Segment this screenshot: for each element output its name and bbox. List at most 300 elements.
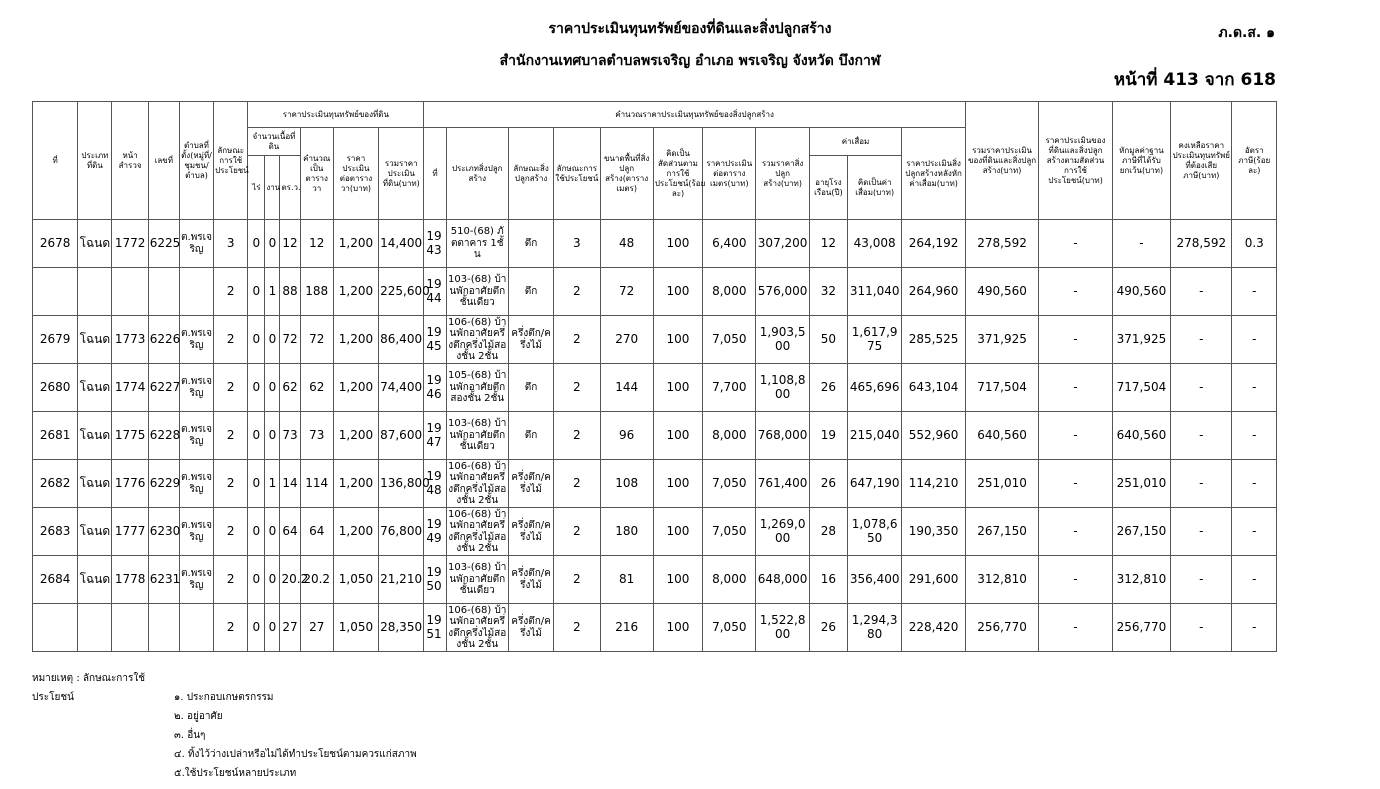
cell-usage-pct: 100 bbox=[653, 460, 702, 508]
cell-bldg-area: 48 bbox=[600, 220, 653, 268]
cell-taxable: - bbox=[1171, 268, 1232, 316]
cell-bldg-type: 510-(68) ภัตตาคาร 1ชั้น bbox=[446, 220, 508, 268]
cell-age: 50 bbox=[809, 316, 847, 364]
cell-usage-pct: 100 bbox=[653, 268, 702, 316]
cell-proportional: - bbox=[1039, 268, 1112, 316]
cell-bldg-total: 1,108,800 bbox=[756, 364, 809, 412]
cell-taxable: - bbox=[1171, 316, 1232, 364]
cell-bldg-usage: 3 bbox=[554, 220, 600, 268]
cell-bldg-net: 552,960 bbox=[902, 412, 965, 460]
cell-doc-no bbox=[148, 268, 179, 316]
cell-doc-no: 6228 bbox=[148, 412, 179, 460]
col-calc-sqwa: คำนวณเป็นตารางวา bbox=[300, 128, 333, 220]
cell-location: ต.พรเจริญ bbox=[179, 508, 213, 556]
cell-depr-amount: 465,696 bbox=[848, 364, 902, 412]
cell-rai: 0 bbox=[248, 556, 265, 604]
cell-price-per-sqm: 7,050 bbox=[703, 604, 756, 652]
cell-sqwa: 72 bbox=[280, 316, 300, 364]
cell-depr-amount: 311,040 bbox=[848, 268, 902, 316]
table-row bbox=[33, 460, 1277, 508]
cell-ngan: 0 bbox=[265, 316, 280, 364]
cell-land-total: 14,400 bbox=[379, 220, 424, 268]
cell-location bbox=[179, 268, 213, 316]
cell-tax-rate: - bbox=[1232, 604, 1277, 652]
cell-bldg-type: 103-(68) บ้านพักอาศัยตึกชั้นเดียว bbox=[446, 268, 508, 316]
cell-usage: 3 bbox=[214, 220, 248, 268]
cell-land-type: โฉนด bbox=[78, 556, 112, 604]
cell-bldg-no: 1944 bbox=[424, 268, 446, 316]
group-land-valuation: ราคาประเมินทุนทรัพย์ของที่ดิน bbox=[248, 102, 424, 128]
cell-survey-page: 1772 bbox=[112, 220, 148, 268]
cell-land-type: โฉนด bbox=[78, 316, 112, 364]
cell-doc-no: 6226 bbox=[148, 316, 179, 364]
cell-bldg-usage: 2 bbox=[554, 268, 600, 316]
cell-sqwa: 20.2 bbox=[280, 556, 300, 604]
cell-taxable: - bbox=[1171, 604, 1232, 652]
cell-usage-pct: 100 bbox=[653, 220, 702, 268]
cell-proportional: - bbox=[1039, 460, 1112, 508]
cell-bldg-type: 106-(68) บ้านพักอาศัยครึ่งตึกครึ่งไม้สองชั้น 2ชั้น bbox=[446, 604, 508, 652]
note-item: ๑. ประกอบเกษตรกรรม bbox=[174, 692, 274, 703]
assessment-table bbox=[32, 101, 1277, 652]
cell-land-total: 87,600 bbox=[379, 412, 424, 460]
cell-exemption: 640,560 bbox=[1112, 412, 1170, 460]
cell-price-per-sqm: 6,400 bbox=[703, 220, 756, 268]
cell-sqwa: 64 bbox=[280, 508, 300, 556]
cell-land-total: 86,400 bbox=[379, 316, 424, 364]
col-ngan: งาน bbox=[265, 156, 280, 220]
cell-grand-total: 251,010 bbox=[965, 460, 1038, 508]
cell-price-per-sqm: 7,050 bbox=[703, 460, 756, 508]
col-location: ตำบลที่ตั้ง(หมู่ที่/ชุมชน/ตำบล) bbox=[179, 102, 213, 220]
cell-rai: 0 bbox=[248, 604, 265, 652]
cell-exemption: 490,560 bbox=[1112, 268, 1170, 316]
cell-bldg-style: ครึ่งตึก/ครึ่งไม้ bbox=[508, 508, 553, 556]
cell-survey-page: 1773 bbox=[112, 316, 148, 364]
cell-location: ต.พรเจริญ bbox=[179, 220, 213, 268]
document-subtitle: สำนักงานเทศบาลตำบลพรเจริญ อำเภอ พรเจริญ จังหวัด บึงกาฬ bbox=[499, 53, 881, 69]
cell-ngan: 0 bbox=[265, 604, 280, 652]
cell-sqwa: 73 bbox=[280, 412, 300, 460]
cell-depr-amount: 43,008 bbox=[848, 220, 902, 268]
cell-bldg-net: 114,210 bbox=[902, 460, 965, 508]
col-bldg-area: ขนาดพื้นที่สิ่งปลูกสร้าง(ตารางเมตร) bbox=[600, 128, 653, 220]
cell-location: ต.พรเจริญ bbox=[179, 460, 213, 508]
table-row bbox=[33, 364, 1277, 412]
cell-grand-total: 717,504 bbox=[965, 364, 1038, 412]
cell-land-type bbox=[78, 604, 112, 652]
cell-bldg-no: 1948 bbox=[424, 460, 446, 508]
cell-bldg-style: ครึ่งตึก/ครึ่งไม้ bbox=[508, 316, 553, 364]
cell-exemption: 371,925 bbox=[1112, 316, 1170, 364]
cell-location: ต.พรเจริญ bbox=[179, 316, 213, 364]
cell-usage: 2 bbox=[214, 316, 248, 364]
cell-land-type: โฉนด bbox=[78, 508, 112, 556]
cell-doc-no: 6229 bbox=[148, 460, 179, 508]
cell-exemption: 312,810 bbox=[1112, 556, 1170, 604]
cell-age: 12 bbox=[809, 220, 847, 268]
cell-bldg-no: 1945 bbox=[424, 316, 446, 364]
cell-bldg-usage: 2 bbox=[554, 604, 600, 652]
cell-bldg-style: ตึก bbox=[508, 412, 553, 460]
cell-sqwa: 12 bbox=[280, 220, 300, 268]
col-bldg-net: ราคาประเมินสิ่งปลูกสร้างหลังหักค่าเสื่อม(บาท) bbox=[902, 128, 965, 220]
cell-bldg-no: 1951 bbox=[424, 604, 446, 652]
table-row bbox=[33, 220, 1277, 268]
cell-grand-total: 278,592 bbox=[965, 220, 1038, 268]
cell-grand-total: 267,150 bbox=[965, 508, 1038, 556]
cell-taxable: - bbox=[1171, 460, 1232, 508]
cell-survey-page: 1777 bbox=[112, 508, 148, 556]
cell-exemption: 256,770 bbox=[1112, 604, 1170, 652]
cell-exemption: - bbox=[1112, 220, 1170, 268]
cell-price-per-sqm: 8,000 bbox=[703, 412, 756, 460]
cell-sqwa: 27 bbox=[280, 604, 300, 652]
group-land-area: จำนวนเนื้อที่ดิน bbox=[248, 128, 300, 156]
cell-age: 26 bbox=[809, 460, 847, 508]
cell-bldg-style: ครึ่งตึก/ครึ่งไม้ bbox=[508, 556, 553, 604]
notes-label: หมายเหตุ : ลักษณะการใช้ประโยชน์ bbox=[32, 673, 146, 703]
cell-ngan: 0 bbox=[265, 412, 280, 460]
cell-bldg-net: 264,960 bbox=[902, 268, 965, 316]
cell-bldg-net: 264,192 bbox=[902, 220, 965, 268]
cell-taxable: - bbox=[1171, 412, 1232, 460]
cell-taxable: - bbox=[1171, 508, 1232, 556]
col-price-per-sqwa: ราคาประเมินต่อตารางวา(บาท) bbox=[333, 128, 378, 220]
cell-price-per-sqwa: 1,200 bbox=[333, 220, 378, 268]
cell-bldg-style: ครึ่งตึก/ครึ่งไม้ bbox=[508, 604, 553, 652]
cell-age: 16 bbox=[809, 556, 847, 604]
cell-price-per-sqwa: 1,050 bbox=[333, 604, 378, 652]
cell-taxable: - bbox=[1171, 556, 1232, 604]
cell-price-per-sqm: 8,000 bbox=[703, 268, 756, 316]
cell-no: 2678 bbox=[33, 220, 78, 268]
cell-bldg-no: 1947 bbox=[424, 412, 446, 460]
cell-doc-no: 6225 bbox=[148, 220, 179, 268]
col-bldg-no: ที่ bbox=[424, 128, 446, 220]
cell-usage-pct: 100 bbox=[653, 364, 702, 412]
cell-bldg-total: 648,000 bbox=[756, 556, 809, 604]
cell-bldg-style: ตึก bbox=[508, 268, 553, 316]
cell-usage-pct: 100 bbox=[653, 604, 702, 652]
cell-depr-amount: 647,190 bbox=[848, 460, 902, 508]
cell-bldg-style: ครึ่งตึก/ครึ่งไม้ bbox=[508, 460, 553, 508]
table-row bbox=[33, 316, 1277, 364]
cell-grand-total: 256,770 bbox=[965, 604, 1038, 652]
cell-rai: 0 bbox=[248, 220, 265, 268]
cell-age: 28 bbox=[809, 508, 847, 556]
col-usage: ลักษณะการใช้ประโยชน์ bbox=[214, 102, 248, 220]
cell-calc-sqwa: 188 bbox=[300, 268, 333, 316]
col-land-total: รวมราคาประเมินที่ดิน(บาท) bbox=[379, 128, 424, 220]
cell-price-per-sqm: 7,050 bbox=[703, 316, 756, 364]
col-usage-pct: คิดเป็นสัดส่วนตามการใช้ประโยชน์(ร้อยละ) bbox=[653, 128, 702, 220]
cell-depr-amount: 215,040 bbox=[848, 412, 902, 460]
cell-usage: 2 bbox=[214, 604, 248, 652]
cell-bldg-type: 103-(68) บ้านพักอาศัยตึกชั้นเดียว bbox=[446, 412, 508, 460]
cell-ngan: 0 bbox=[265, 364, 280, 412]
cell-usage-pct: 100 bbox=[653, 316, 702, 364]
col-grand-total: รวมราคาประเมินของที่ดินและสิ่งปลูกสร้าง(บาท) bbox=[965, 102, 1038, 220]
cell-tax-rate: - bbox=[1232, 268, 1277, 316]
cell-land-total: 136,800 bbox=[379, 460, 424, 508]
cell-calc-sqwa: 12 bbox=[300, 220, 333, 268]
cell-doc-no bbox=[148, 604, 179, 652]
cell-proportional: - bbox=[1039, 508, 1112, 556]
cell-tax-rate: - bbox=[1232, 460, 1277, 508]
cell-bldg-total: 768,000 bbox=[756, 412, 809, 460]
cell-proportional: - bbox=[1039, 316, 1112, 364]
cell-land-total: 28,350 bbox=[379, 604, 424, 652]
cell-no: 2680 bbox=[33, 364, 78, 412]
cell-bldg-type: 106-(68) บ้านพักอาศัยครึ่งตึกครึ่งไม้สองชั้น 2ชั้น bbox=[446, 316, 508, 364]
cell-price-per-sqwa: 1,200 bbox=[333, 460, 378, 508]
cell-bldg-net: 190,350 bbox=[902, 508, 965, 556]
table-row bbox=[33, 412, 1277, 460]
cell-no: 2682 bbox=[33, 460, 78, 508]
col-no: ที่ bbox=[33, 102, 78, 220]
cell-bldg-usage: 2 bbox=[554, 556, 600, 604]
cell-bldg-no: 1943 bbox=[424, 220, 446, 268]
cell-tax-rate: 0.3 bbox=[1232, 220, 1277, 268]
cell-usage-pct: 100 bbox=[653, 508, 702, 556]
cell-age: 19 bbox=[809, 412, 847, 460]
page-info: หน้าที่ 413 จาก 618 bbox=[1113, 70, 1276, 90]
cell-location bbox=[179, 604, 213, 652]
note-item: ๒. อยู่อาศัย bbox=[174, 711, 223, 722]
cell-proportional: - bbox=[1039, 556, 1112, 604]
cell-bldg-total: 1,269,000 bbox=[756, 508, 809, 556]
cell-calc-sqwa: 20.2 bbox=[300, 556, 333, 604]
table-row bbox=[33, 556, 1277, 604]
cell-bldg-type: 103-(68) บ้านพักอาศัยตึกชั้นเดียว bbox=[446, 556, 508, 604]
table-row bbox=[33, 604, 1277, 652]
cell-price-per-sqm: 7,050 bbox=[703, 508, 756, 556]
cell-survey-page: 1776 bbox=[112, 460, 148, 508]
cell-price-per-sqm: 7,700 bbox=[703, 364, 756, 412]
cell-bldg-net: 228,420 bbox=[902, 604, 965, 652]
cell-bldg-area: 216 bbox=[600, 604, 653, 652]
cell-proportional: - bbox=[1039, 604, 1112, 652]
cell-land-type: โฉนด bbox=[78, 220, 112, 268]
cell-depr-amount: 356,400 bbox=[848, 556, 902, 604]
cell-sqwa: 88 bbox=[280, 268, 300, 316]
cell-age: 26 bbox=[809, 604, 847, 652]
col-doc-no: เลขที่ bbox=[148, 102, 179, 220]
cell-bldg-no: 1946 bbox=[424, 364, 446, 412]
cell-rai: 0 bbox=[248, 268, 265, 316]
table-row bbox=[33, 508, 1277, 556]
cell-land-type: โฉนด bbox=[78, 460, 112, 508]
cell-bldg-net: 285,525 bbox=[902, 316, 965, 364]
col-rai: ไร่ bbox=[248, 156, 265, 220]
cell-no bbox=[33, 604, 78, 652]
document-title: ราคาประเมินทุนทรัพย์ของที่ดินและสิ่งปลูกสร้าง bbox=[548, 21, 832, 37]
cell-survey-page: 1778 bbox=[112, 556, 148, 604]
form-code: ภ.ด.ส. ๑ bbox=[1218, 25, 1275, 41]
cell-proportional: - bbox=[1039, 364, 1112, 412]
cell-usage-pct: 100 bbox=[653, 412, 702, 460]
cell-calc-sqwa: 114 bbox=[300, 460, 333, 508]
cell-land-type: โฉนด bbox=[78, 364, 112, 412]
cell-taxable: 278,592 bbox=[1171, 220, 1232, 268]
cell-land-total: 74,400 bbox=[379, 364, 424, 412]
cell-tax-rate: - bbox=[1232, 364, 1277, 412]
cell-price-per-sqwa: 1,200 bbox=[333, 412, 378, 460]
col-survey-page: หน้าสำรวจ bbox=[112, 102, 148, 220]
cell-bldg-usage: 2 bbox=[554, 316, 600, 364]
cell-bldg-usage: 2 bbox=[554, 412, 600, 460]
cell-exemption: 251,010 bbox=[1112, 460, 1170, 508]
cell-no: 2684 bbox=[33, 556, 78, 604]
cell-location: ต.พรเจริญ bbox=[179, 412, 213, 460]
group-depreciation: ค่าเสื่อม bbox=[809, 128, 902, 156]
col-proportional: ราคาประเมินของที่ดินและสิ่งปลูกสร้างตามสัดส่วนการใช้ประโยชน์(บาท) bbox=[1039, 102, 1112, 220]
cell-tax-rate: - bbox=[1232, 556, 1277, 604]
cell-bldg-usage: 2 bbox=[554, 460, 600, 508]
cell-bldg-net: 291,600 bbox=[902, 556, 965, 604]
cell-grand-total: 490,560 bbox=[965, 268, 1038, 316]
cell-usage: 2 bbox=[214, 364, 248, 412]
cell-bldg-area: 270 bbox=[600, 316, 653, 364]
note-item: ๓. อื่นๆ bbox=[174, 730, 206, 741]
col-taxable: คงเหลือราคาประเมินทุนทรัพย์ที่ต้องเสียภาษี(บาท) bbox=[1171, 102, 1232, 220]
cell-age: 26 bbox=[809, 364, 847, 412]
group-building-valuation: คำนวณราคาประเมินทุนทรัพย์ของสิ่งปลูกสร้าง bbox=[424, 102, 965, 128]
cell-no: 2683 bbox=[33, 508, 78, 556]
cell-rai: 0 bbox=[248, 364, 265, 412]
cell-no: 2679 bbox=[33, 316, 78, 364]
cell-no: 2681 bbox=[33, 412, 78, 460]
cell-bldg-total: 1,903,500 bbox=[756, 316, 809, 364]
cell-usage-pct: 100 bbox=[653, 556, 702, 604]
col-bldg-style: ลักษณะสิ่งปลูกสร้าง bbox=[508, 128, 553, 220]
cell-survey-page bbox=[112, 604, 148, 652]
col-land-type: ประเภทที่ดิน bbox=[78, 102, 112, 220]
note-item: ๔. ทิ้งไว้ว่างเปล่าหรือไม่ได้ทำประโยชน์ตามควรแก่สภาพ bbox=[174, 749, 417, 760]
cell-calc-sqwa: 64 bbox=[300, 508, 333, 556]
cell-land-total: 21,210 bbox=[379, 556, 424, 604]
cell-bldg-net: 643,104 bbox=[902, 364, 965, 412]
cell-land-type: โฉนด bbox=[78, 412, 112, 460]
cell-ngan: 1 bbox=[265, 268, 280, 316]
usage-notes bbox=[32, 669, 417, 783]
cell-usage: 2 bbox=[214, 460, 248, 508]
cell-ngan: 0 bbox=[265, 556, 280, 604]
col-exemption: หักมูลค่าฐานภาษีที่ได้รับยกเว้น(บาท) bbox=[1112, 102, 1170, 220]
cell-land-total: 76,800 bbox=[379, 508, 424, 556]
cell-land-total: 225,600 bbox=[379, 268, 424, 316]
cell-doc-no: 6227 bbox=[148, 364, 179, 412]
table-row bbox=[33, 268, 1277, 316]
note-item: ๕.ใช้ประโยชน์หลายประเภท bbox=[174, 768, 297, 779]
cell-usage: 2 bbox=[214, 268, 248, 316]
cell-survey-page: 1775 bbox=[112, 412, 148, 460]
cell-price-per-sqwa: 1,200 bbox=[333, 508, 378, 556]
cell-ngan: 0 bbox=[265, 220, 280, 268]
cell-bldg-total: 307,200 bbox=[756, 220, 809, 268]
cell-bldg-no: 1949 bbox=[424, 508, 446, 556]
cell-doc-no: 6231 bbox=[148, 556, 179, 604]
cell-exemption: 267,150 bbox=[1112, 508, 1170, 556]
col-tax-rate: อัตราภาษี(ร้อยละ) bbox=[1232, 102, 1277, 220]
cell-depr-amount: 1,617,975 bbox=[848, 316, 902, 364]
cell-exemption: 717,504 bbox=[1112, 364, 1170, 412]
cell-doc-no: 6230 bbox=[148, 508, 179, 556]
cell-calc-sqwa: 72 bbox=[300, 316, 333, 364]
cell-bldg-type: 105-(68) บ้านพักอาศัยตึกสองชั้น 2ชั้น bbox=[446, 364, 508, 412]
cell-bldg-total: 576,000 bbox=[756, 268, 809, 316]
cell-no bbox=[33, 268, 78, 316]
cell-location: ต.พรเจริญ bbox=[179, 364, 213, 412]
col-age: อายุโรงเรือน(ปี) bbox=[809, 156, 847, 220]
cell-grand-total: 312,810 bbox=[965, 556, 1038, 604]
cell-bldg-area: 108 bbox=[600, 460, 653, 508]
cell-location: ต.พรเจริญ bbox=[179, 556, 213, 604]
cell-calc-sqwa: 62 bbox=[300, 364, 333, 412]
cell-ngan: 0 bbox=[265, 508, 280, 556]
cell-price-per-sqwa: 1,200 bbox=[333, 316, 378, 364]
cell-usage: 2 bbox=[214, 412, 248, 460]
cell-calc-sqwa: 27 bbox=[300, 604, 333, 652]
cell-rai: 0 bbox=[248, 412, 265, 460]
cell-bldg-style: ตึก bbox=[508, 364, 553, 412]
cell-ngan: 1 bbox=[265, 460, 280, 508]
cell-land-type bbox=[78, 268, 112, 316]
col-depr-amount: คิดเป็นค่าเสื่อม(บาท) bbox=[848, 156, 902, 220]
col-price-per-sqm: ราคาประเมินต่อตารางเมตร(บาท) bbox=[703, 128, 756, 220]
cell-bldg-usage: 2 bbox=[554, 364, 600, 412]
cell-bldg-total: 761,400 bbox=[756, 460, 809, 508]
cell-bldg-no: 1950 bbox=[424, 556, 446, 604]
cell-rai: 0 bbox=[248, 508, 265, 556]
cell-price-per-sqwa: 1,050 bbox=[333, 556, 378, 604]
cell-sqwa: 62 bbox=[280, 364, 300, 412]
cell-bldg-type: 106-(68) บ้านพักอาศัยครึ่งตึกครึ่งไม้สองชั้น 2ชั้น bbox=[446, 508, 508, 556]
col-bldg-total: รวมราคาสิ่งปลูกสร้าง(บาท) bbox=[756, 128, 809, 220]
cell-bldg-area: 96 bbox=[600, 412, 653, 460]
cell-taxable: - bbox=[1171, 364, 1232, 412]
cell-usage: 2 bbox=[214, 508, 248, 556]
cell-depr-amount: 1,294,380 bbox=[848, 604, 902, 652]
cell-tax-rate: - bbox=[1232, 412, 1277, 460]
cell-bldg-usage: 2 bbox=[554, 508, 600, 556]
cell-bldg-area: 144 bbox=[600, 364, 653, 412]
cell-proportional: - bbox=[1039, 412, 1112, 460]
cell-survey-page: 1774 bbox=[112, 364, 148, 412]
cell-rai: 0 bbox=[248, 316, 265, 364]
cell-bldg-type: 106-(68) บ้านพักอาศัยครึ่งตึกครึ่งไม้สองชั้น 2ชั้น bbox=[446, 460, 508, 508]
cell-tax-rate: - bbox=[1232, 508, 1277, 556]
col-bldg-type: ประเภทสิ่งปลูกสร้าง bbox=[446, 128, 508, 220]
cell-proportional: - bbox=[1039, 220, 1112, 268]
cell-calc-sqwa: 73 bbox=[300, 412, 333, 460]
col-sqwa: ตร.ว. bbox=[280, 156, 300, 220]
cell-bldg-area: 81 bbox=[600, 556, 653, 604]
cell-bldg-total: 1,522,800 bbox=[756, 604, 809, 652]
cell-bldg-area: 180 bbox=[600, 508, 653, 556]
cell-price-per-sqwa: 1,200 bbox=[333, 364, 378, 412]
cell-bldg-area: 72 bbox=[600, 268, 653, 316]
cell-usage: 2 bbox=[214, 556, 248, 604]
col-bldg-usage: ลักษณะการใช้ประโยชน์ bbox=[554, 128, 600, 220]
cell-bldg-style: ตึก bbox=[508, 220, 553, 268]
cell-price-per-sqm: 8,000 bbox=[703, 556, 756, 604]
cell-depr-amount: 1,078,650 bbox=[848, 508, 902, 556]
cell-grand-total: 640,560 bbox=[965, 412, 1038, 460]
cell-age: 32 bbox=[809, 268, 847, 316]
cell-price-per-sqwa: 1,200 bbox=[333, 268, 378, 316]
